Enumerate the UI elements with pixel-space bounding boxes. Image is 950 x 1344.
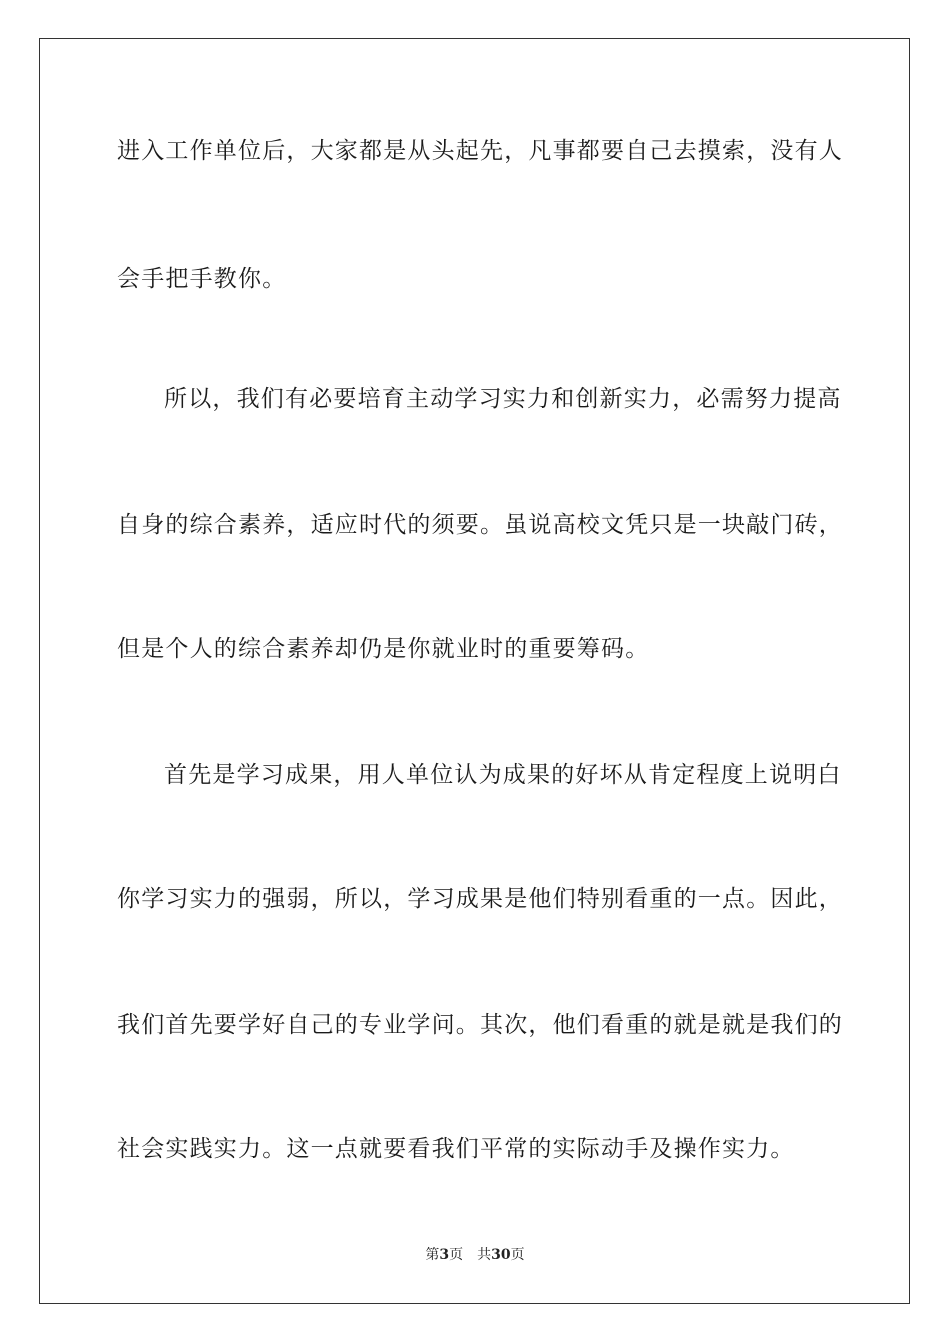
page-suffix: 页 [449,1247,464,1263]
page-footer [0,1246,950,1264]
total-prefix: 共 [477,1247,492,1263]
page-prefix: 第 [425,1247,440,1263]
body-line-5: 但是个人的综合素养却仍是你就业时的重要筹码。 [117,636,650,662]
body-line-3: 所以，我们有必要培育主动学习实力和创新实力，必需努力提高 [164,386,842,412]
body-line-4: 自身的综合素养，适应时代的须要。虽说高校文凭只是一块敲门砖， [117,512,843,538]
body-line-6: 首先是学习成果，用人单位认为成果的好坏从肯定程度上说明白 [164,762,842,788]
total-suffix: 页 [510,1247,525,1263]
page-frame [39,38,910,1304]
body-line-7: 你学习实力的强弱，所以，学习成果是他们特别看重的一点。因此， [117,886,843,912]
body-line-1: 进入工作单位后，大家都是从头起先，凡事都要自己去摸索，没有人 [117,138,843,164]
page-number: 3 [439,1247,450,1263]
body-line-9: 社会实践实力。这一点就要看我们平常的实际动手及操作实力。 [117,1136,795,1162]
body-line-8: 我们首先要学好自己的专业学问。其次，他们看重的就是就是我们的 [117,1012,843,1038]
body-line-2: 会手把手教你。 [117,266,287,292]
total-pages: 30 [491,1247,511,1263]
